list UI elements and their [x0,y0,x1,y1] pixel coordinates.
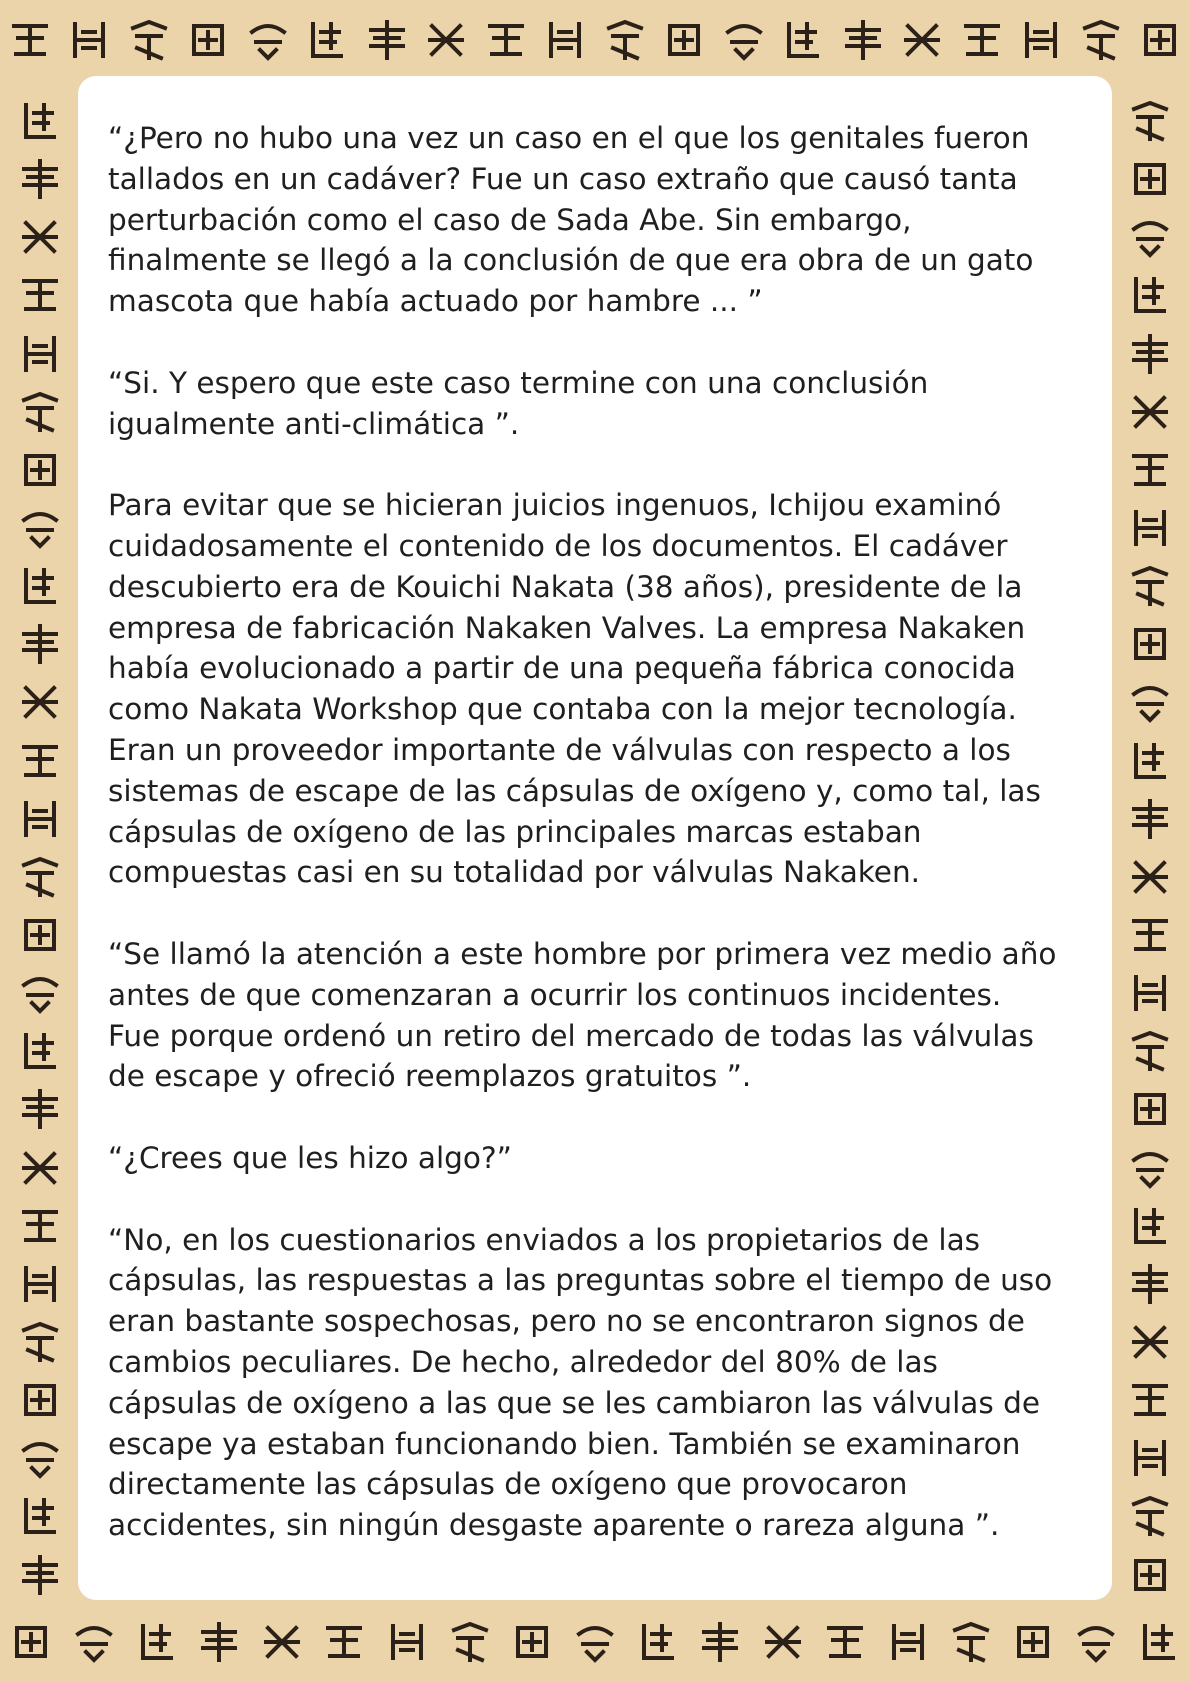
glyph-icon [424,18,468,62]
glyph-icon [1128,680,1172,724]
glyph-icon [1128,1029,1172,1073]
glyph-icon [1128,855,1172,899]
glyph-icon [1128,622,1172,666]
page-text [108,118,1088,1587]
glyph-icon [9,1620,53,1664]
glyph-icon [1128,1087,1172,1131]
glyph-icon [900,18,944,62]
glyph-icon [1128,1204,1172,1248]
glyph-icon [18,564,62,608]
glyph-icon [18,1436,62,1480]
glyph-icon [127,18,171,62]
glyph-icon [781,18,825,62]
glyph-icon [1137,1620,1181,1664]
glyph-icon [18,273,62,317]
glyph-icon [18,622,62,666]
glyph-icon [636,1620,680,1664]
glyph-border-bottom [0,1604,1190,1680]
glyph-icon [1128,157,1172,201]
glyph-icon [186,18,230,62]
glyph-icon [1128,273,1172,317]
glyph-icon [1128,1553,1172,1597]
glyph-icon [385,1620,429,1664]
glyph-icon [1128,1494,1172,1538]
glyph-icon [662,18,706,62]
glyph-icon [1128,1320,1172,1364]
glyph-icon [960,18,1004,62]
glyph-border-left [0,92,80,1604]
glyph-border-right [1110,92,1190,1604]
glyph-icon [1128,506,1172,550]
glyph-icon [484,18,528,62]
glyph-icon [1128,1378,1172,1422]
glyph-icon [18,215,62,259]
glyph-icon [8,18,52,62]
glyph-icon [67,18,111,62]
glyph-border-top [0,4,1190,76]
glyph-icon [1128,739,1172,783]
glyph-icon [365,18,409,62]
glyph-icon [18,332,62,376]
glyph-icon [18,739,62,783]
glyph-icon [1128,1436,1172,1480]
glyph-icon [1128,564,1172,608]
paragraph: “Si. Y espero que este caso termine con una conclusión igualmente anti-climática ”. [108,365,929,441]
glyph-icon [1128,913,1172,957]
glyph-icon [18,506,62,550]
glyph-icon [1079,18,1123,62]
glyph-icon [1128,448,1172,492]
glyph-icon [18,797,62,841]
glyph-icon [722,18,766,62]
glyph-icon [949,1620,993,1664]
glyph-icon [1128,99,1172,143]
glyph-icon [18,1146,62,1190]
glyph-icon [1128,797,1172,841]
paragraph: “¿Pero no hubo una vez un caso en el que los genitales fueron tallados en un cadáver? Fue un caso extraño que causó tanta perturbación como el caso de Sada Abe. Sin embargo, finalmente se llegó a la conclusión de que era obra de un gato mascota que había actuado por hambre ... ” [108,121,1034,319]
glyph-icon [18,680,62,724]
glyph-icon [1138,18,1182,62]
glyph-icon [305,18,349,62]
paragraph: Para evitar que se hicieran juicios ingenuos, Ichijou examinó cuidadosamente el contenido de los documentos. El cadáver descubierto era de Kouichi Nakata (38 años), presidente de la empresa de fabricación Nakaken Valves. La empresa Nakaken había evolucionado a partir de una pequeña fábrica conocida como Nakata Workshop que contaba con la mejor tecnología. Eran un proveedor importante de válvulas con respecto a los sistemas de escape de las cápsulas de oxígeno y, como tal, las cápsulas de oxígeno de las principales marcas estaban compuestas casi en su totalidad por válvulas Nakaken. [108,488,1041,890]
glyph-icon [1011,1620,1055,1664]
glyph-icon [18,1320,62,1364]
glyph-icon [72,1620,116,1664]
glyph-icon [698,1620,742,1664]
paragraph: “¿Crees que les hizo algo?” [108,1140,512,1175]
glyph-icon [18,1378,62,1422]
paragraph: “No, en los cuestionarios enviados a los propietarios de las cápsulas, las respuestas a las preguntas sobre el tiempo de uso eran bastante sospechosas, pero no se encontraron signos de cambios peculiares. De hecho, alrededor del 80% de las cápsulas de oxígeno a las que se les cambiaron las válvulas de escape ya estaban funcionando bien. También se examinaron directamente las cápsulas de oxígeno que provocaron accidentes, sin ningún desgaste aparente o rareza alguna ”. [108,1222,1053,1543]
glyph-icon [1019,18,1063,62]
glyph-icon [1128,971,1172,1015]
glyph-icon [322,1620,366,1664]
glyph-icon [260,1620,304,1664]
glyph-icon [135,1620,179,1664]
glyph-icon [573,1620,617,1664]
glyph-icon [18,1494,62,1538]
glyph-icon [823,1620,867,1664]
glyph-icon [1128,390,1172,434]
glyph-icon [448,1620,492,1664]
glyph-icon [1128,1146,1172,1190]
glyph-icon [841,18,885,62]
glyph-icon [603,18,647,62]
glyph-icon [18,1553,62,1597]
glyph-icon [510,1620,554,1664]
glyph-icon [18,971,62,1015]
glyph-icon [18,99,62,143]
glyph-icon [18,1262,62,1306]
glyph-icon [1074,1620,1118,1664]
glyph-icon [543,18,587,62]
glyph-icon [1128,1262,1172,1306]
glyph-icon [18,390,62,434]
glyph-icon [246,18,290,62]
glyph-icon [18,157,62,201]
glyph-icon [18,913,62,957]
glyph-icon [1128,332,1172,376]
glyph-icon [886,1620,930,1664]
glyph-icon [18,1087,62,1131]
glyph-icon [18,1029,62,1073]
glyph-icon [761,1620,805,1664]
glyph-icon [18,855,62,899]
glyph-icon [18,1204,62,1248]
glyph-icon [18,448,62,492]
glyph-icon [197,1620,241,1664]
paragraph: “Se llamó la atención a este hombre por primera vez medio año antes de que comenzaran a ocurrir los continuos incidentes. Fue porque ordenó un retiro del mercado de todas las válvulas de escape y ofreció reemplazos gratuitos ”. [108,936,1057,1094]
glyph-icon [1128,215,1172,259]
